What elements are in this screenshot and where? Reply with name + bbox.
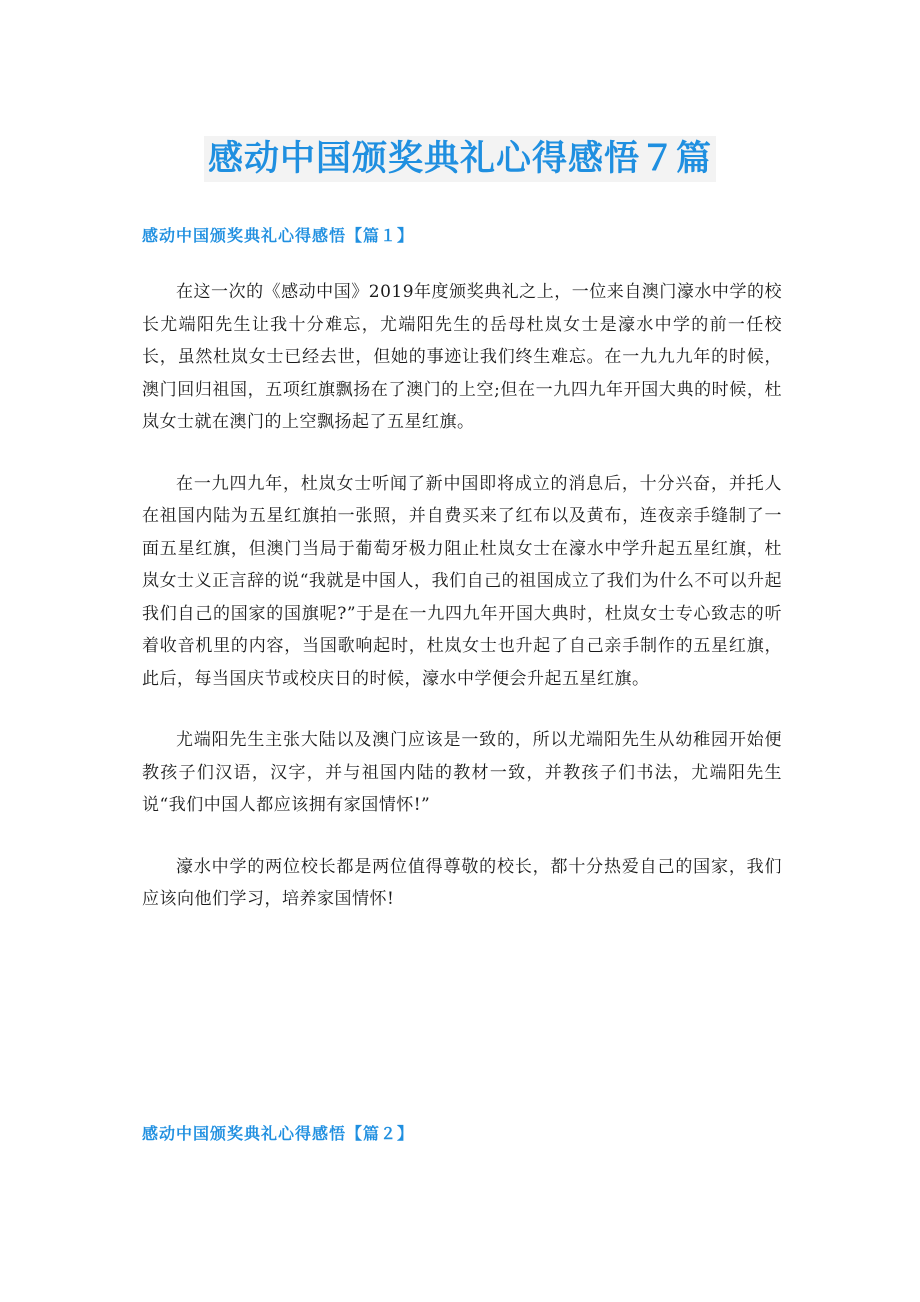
paragraph-2: 在一九四九年，杜岚女士听闻了新中国即将成立的消息后，十分兴奋，并托人在祖国内陆为五星红旗拍一张照，并自费买来了红布以及黄布，连夜亲手缝制了一面五星红旗，但澳门当局于葡萄牙极力阻止杜岚女士在濠水中学升起五星红旗，杜岚女士义正言辞的说“我就是中国人，我们自己的祖国成立了我们为什么不可以升起我们自己的国家的国旗呢?”于是在一九四九年开国大典时，杜岚女士专心致志的听着收音机里的内容，当国歌响起时，杜岚女士也升起了自己亲手制作的五星红旗，此后，每当国庆节或校庆日的时候，濠水中学便会升起五星红旗。 [142, 473, 782, 689]
section-body-1 [142, 276, 782, 945]
paragraph-1: 在这一次的《感动中国》2019年度颁奖典礼之上，一位来自澳门濠水中学的校长尤端阳先生让我十分难忘，尤端阳先生的岳母杜岚女士是濠水中学的前一任校长，虽然杜岚女士已经去世，但她的事迹让我们终生难忘。在一九九九年的时候，澳门回归祖国，五项红旗飘扬在了澳门的上空;但在一九四九年开国大典的时候，杜岚女士就在澳门的上空飘扬起了五星红旗。 [142, 282, 782, 432]
paragraph-3: 尤端阳先生主张大陆以及澳门应该是一致的，所以尤端阳先生从幼稚园开始便教孩子们汉语，汉字，并与祖国内陆的教材一致，并教孩子们书法，尤端阳先生说“我们中国人都应该拥有家国情怀!” [142, 730, 782, 815]
title-container [0, 136, 920, 182]
section-heading-1: 感动中国颁奖典礼心得感悟【篇１】 [142, 226, 415, 245]
section-heading-2: 感动中国颁奖典礼心得感悟【篇２】 [142, 1124, 415, 1143]
paragraph-4: 濠水中学的两位校长都是两位值得尊敬的校长，都十分热爱自己的国家，我们应该向他们学习，培养家国情怀! [142, 856, 782, 909]
page-title: 感动中国颁奖典礼心得感悟７篇 [204, 136, 716, 182]
